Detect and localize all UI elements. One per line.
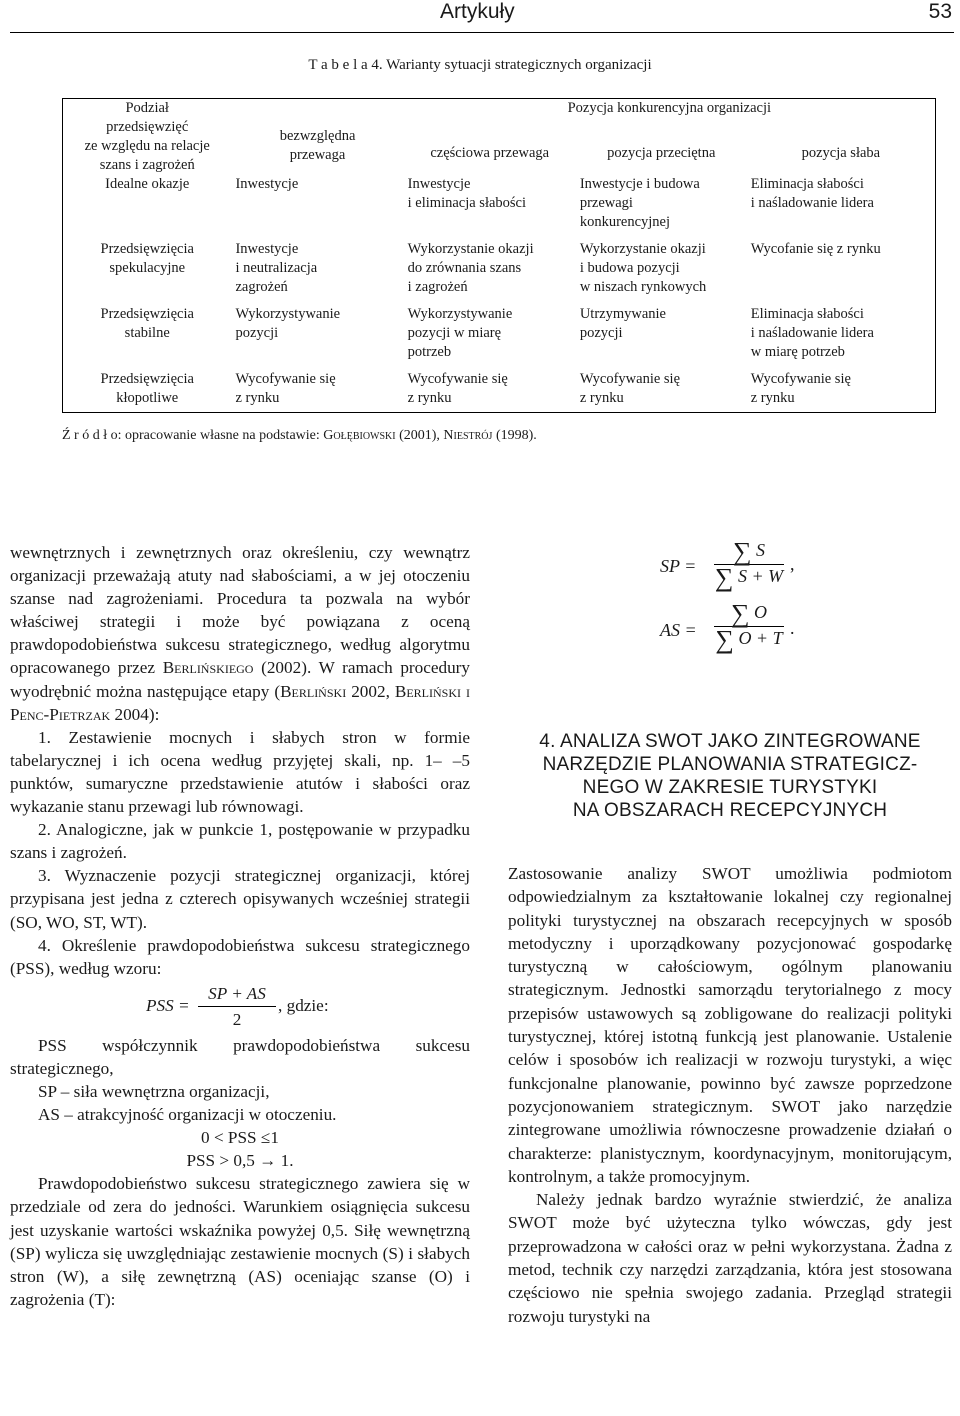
- table-row: [63, 175, 936, 232]
- pss-formula: PSS = SP + AS 2 , gdzie:: [146, 983, 329, 1029]
- paragraph: Prawdopodobieństwo sukcesu strategicznego zawiera się w przedziale od zera do jedności. Warunkiem osiągnięcia sukcesu jest uzyskanie wartości wskaźnika powyżej 0,5. Siłę wewnętrzną (SP) wylicza się uwzględniając zestawienie mocnych (S) i słabych stron (W), a siłę zewnętrzną (AS) oceniając szanse (O) i zagrożenia (T):: [10, 1174, 470, 1309]
- table-cell: Eliminacja słabości i naśladowanie lidera: [747, 175, 936, 232]
- table-row: [63, 240, 936, 297]
- left-column: [10, 541, 470, 1311]
- table-row: [63, 370, 936, 413]
- col-header-1: bezwzględna przewaga: [231, 99, 403, 176]
- step-4: 4. Określenie prawdopodobieństwa sukcesu strategicznego (PSS), według wzoru:: [10, 935, 470, 978]
- table-caption: T a b e l a 4. Warianty sytuacji strategicznych organizacji: [308, 57, 652, 73]
- table-source: Ź r ó d ł o: opracowanie własne na podstawie: Gołębiowski (2001), Niestrój (1998).: [62, 428, 537, 443]
- step-1: 1. Zestawienie mocnych i słabych stron w formie tabelarycznej i ich ocena według przyjętej skali, np. 1– –5 punktów, sumaryczne przedstawienie atutów i słabości oraz wykazanie stanu przewagi lub równowagi.: [10, 727, 470, 817]
- running-title: Artykuły: [440, 0, 515, 23]
- step-2: 2. Analogiczne, jak w punkcie 1, postępowanie w przypadku szans i zagrożeń.: [10, 820, 470, 863]
- corner-header: Podział przedsięwzięć ze względu na relacje szans i zagrożeń: [63, 99, 232, 176]
- definition-sp: SP – siła wewnętrzna organizacji,: [38, 1081, 270, 1101]
- row-label: Idealne okazje: [63, 175, 232, 232]
- row-label: Przedsięwzięcia spekulacyjne: [63, 240, 232, 297]
- table-cell: Eliminacja słabości i naśladowanie lidera w miarę potrzeb: [747, 305, 936, 362]
- col-header-3: pozycja przeciętna: [607, 145, 716, 161]
- definition-pss: PSS współczynnik prawdopodobieństwa sukcesu strategicznego,: [10, 1035, 470, 1078]
- table-cell: Wykorzystywanie pozycji w miarę potrzeb: [407, 306, 513, 360]
- page-number: 53: [928, 0, 952, 23]
- paragraph: Zastosowanie analizy SWOT umożliwia podmiotom odpowiedzialnym za kształtowanie lokalnej czy regionalnej polityki turystycznej na obszarach recepcyjnych w sposób metodyczny i uporządkowany pozycjonować gospodarkę turystyczną w całościowym, ogólnym planowaniu strategicznym. Jednostki samorządu terytorialnego z mocy przepisów ustawowych są zobligowane do realizacji polityki turystycznej, której istotną funkcją jest planowanie. Ustalenie celów i sposobów ich realizacji w rozwoju turystyki, a więc funkcjonalne planowanie, powinno być zawsze poprzedzone pozycjonowaniem strategicznym. SWOT jako narzędzie zintegrowane umożliwia równoczesne prowadzenie działań o charakterze: planistycznym, koordynacyjnym, monitorującym, kontrolnym, a także promocyjnym.: [508, 864, 952, 1186]
- table-cell: Wycofywanie się z rynku: [747, 370, 936, 413]
- right-column: [508, 862, 952, 1328]
- table-cell: Wycofanie się z rynku: [747, 240, 936, 297]
- inequality-2: PSS > 0,5 → 1.: [186, 1151, 294, 1171]
- paragraph: wewnętrznych i zewnętrznych oraz określeniu, czy wewnątrz organizacji przeważają atuty nad słabościami, a w jej otoczeniu szanse nad zagrożeniami. Procedura ta pozwala na wybór właściwej strategii i może być powiązana z oceną prawdopodobieństwa sukcesu strategicznego, według algorytmu opracowanego przez Berlińskiego (2002). W ramach procedury wyodrębnić można następujące etapy (Berliński 2002, Berliński i Penc-Pietrzak 2004):: [10, 543, 470, 724]
- table-cell: Inwestycje i budowa przewagi konkurencyjnej: [579, 176, 700, 230]
- col-header-4: pozycja słaba: [747, 124, 936, 175]
- table-cell: Wycofywanie się z rynku: [404, 370, 576, 413]
- paragraph: Należy jednak bardzo wyraźnie stwierdzić, że analiza SWOT może być użyteczna tylko wówczas, gdy jest przeprowadzona w całości oraz w pełni wykorzystana. Żadna z metod, technik czy narzędzi zarządzania, która jest stosowana częściowo nie spełnia swojego zadania. Przegląd strategii rozwoju turystyki na: [508, 1190, 952, 1326]
- inequality-1: 0 < PSS ≤1: [201, 1128, 279, 1148]
- table-cell: Wycofywanie się z rynku: [231, 370, 403, 413]
- group-header: Pozycja konkurencyjna organizacji: [404, 99, 936, 125]
- table-cell: Inwestycje i eliminacja słabości: [407, 176, 527, 211]
- strategy-table: [62, 98, 936, 413]
- section-title: 4. ANALIZA SWOT JAKO ZINTEGROWANE NARZĘDZIE PLANOWANIA STRATEGICZ- NEGO W ZAKRESIE TURYSTYKI NA OBSZARACH RECEPCYJNYCH: [539, 731, 921, 821]
- row-label: Przedsięwzięcia kłopotliwe: [63, 370, 232, 413]
- sp-as-formulas: SP = ∑ S ∑ S + W , AS = ∑ O ∑ O + T .: [660, 537, 795, 654]
- step-3: 3. Wyznaczenie pozycji strategicznej organizacji, której przypisana jest jedna z czterech opisywanych wcześniej strategii (SO, WO, ST, WT).: [10, 866, 470, 932]
- table-cell: Wykorzystywanie pozycji: [235, 306, 341, 341]
- table-row: [63, 305, 936, 362]
- table-cell: Inwestycje: [235, 176, 299, 192]
- table-cell: Wykorzystanie okazji i budowa pozycji w niszach rynkowych: [579, 241, 707, 295]
- definition-as: AS – atrakcyjność organizacji w otoczeniu.: [38, 1105, 337, 1125]
- col-header-2: częściowa przewaga: [430, 145, 550, 161]
- table-cell: Utrzymywanie pozycji: [579, 306, 666, 341]
- table-cell: Wycofywanie się z rynku: [576, 370, 747, 413]
- page-header: [0, 0, 960, 40]
- table-cell: Inwestycje i neutralizacja zagrożeń: [235, 241, 318, 295]
- header-rule: [10, 32, 954, 33]
- row-label: Przedsięwzięcia stabilne: [63, 305, 232, 362]
- table-cell: Wykorzystanie okazji do zrównania szans i zagrożeń: [407, 241, 534, 295]
